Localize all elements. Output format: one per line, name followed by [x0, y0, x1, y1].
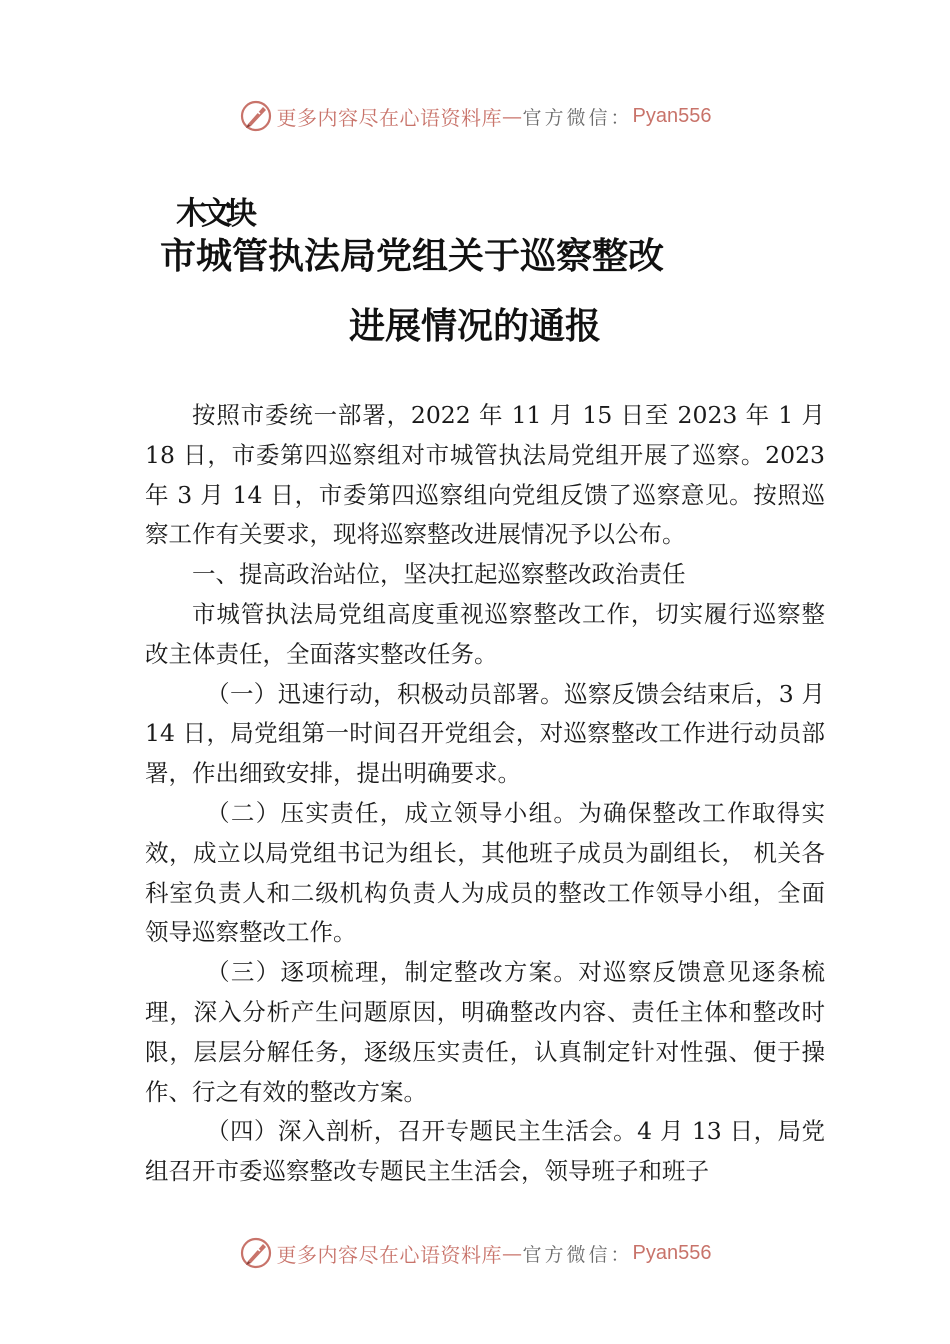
watermark-official-label: 官方微信： [522, 1243, 633, 1266]
watermark-wechat-id: Pyan556 [632, 104, 712, 127]
paragraph: （二）压实责任，成立领导小组。为确保整改工作取得实效，成立以局党组书记为组长，其他班子成员为副组长， 机关各科室负责人和二级机构负责人为成员的整改工作领导小组，全面领导巡察整改工作。 [145, 798, 825, 947]
watermark-text: 更多内容尽在心语资料库 [276, 105, 502, 130]
doc-body [145, 396, 825, 1192]
paragraph: 市城管执法局党组高度重视巡察整改工作，切实履行巡察整改主体责任，全面落实整改任务。 [145, 599, 825, 668]
watermark-footer [0, 1233, 950, 1273]
watermark-wechat-id: Pyan556 [632, 1241, 712, 1264]
watermark-header [0, 96, 950, 136]
watermark-dash: — [502, 1241, 523, 1265]
pen-logo-icon [239, 99, 273, 133]
pen-logo-icon [239, 1236, 273, 1270]
paragraph: （一）迅速行动，积极动员部署。巡察反馈会结束后，3 月 14 日，局党组第一时间召开党组会，对巡察整改工作进行动员部署，作出细致安排，提出明确要求。 [145, 679, 825, 788]
doc-title-line-1: 市城管执法局党组关于巡察整改 [160, 235, 665, 277]
doc-title-line-2: 进展情况的通报 [348, 305, 601, 347]
paragraph: 按照市委统一部署，2022 年 11 月 15 日至 2023 年 1 月 18 日，市委第四巡察组对市城管执法局党组开展了巡察。2023 年 3 月 14 日，市委第四巡察组向党组反馈了巡察意见。按照巡察工作有关要求，现将巡察整改进展情况予以公布。 [145, 401, 825, 549]
doc-prefix: 木文块 [176, 196, 251, 232]
section-heading: 一、提高政治站位，坚决扛起巡察整改政治责任 [192, 560, 686, 589]
paragraph: （四）深入剖析，召开专题民主生活会。4 月 13 日，局党组召开市委巡察整改专题民主生活会，领导班子和班子 [145, 1117, 825, 1186]
watermark-text: 更多内容尽在心语资料库 [276, 1242, 502, 1267]
watermark-dash: — [502, 104, 523, 128]
paragraph: （三）逐项梳理，制定整改方案。对巡察反馈意见逐条梳理，深入分析产生问题原因，明确整改内容、责任主体和整改时限，层层分解任务，逐级压实责任，认真制定针对性强、便于操作、行之有效的整改方案。 [145, 958, 825, 1106]
watermark-official-label: 官方微信： [522, 106, 633, 129]
